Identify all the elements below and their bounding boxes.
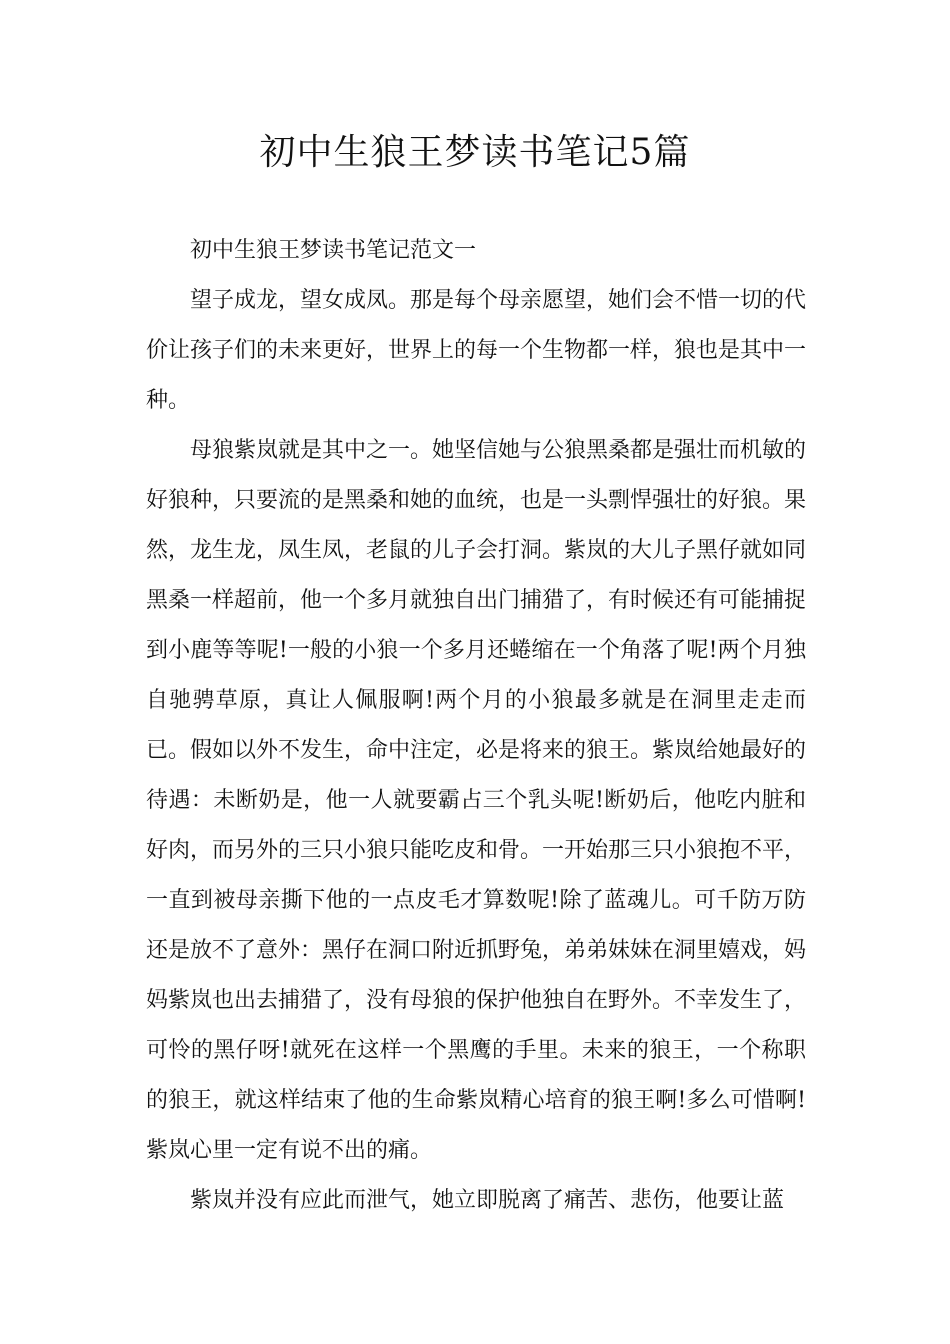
document-body (146, 226, 806, 1226)
paragraph-2: 母狼紫岚就是其中之一。她坚信她与公狼黑桑都是强壮而机敏的好狼种，只要流的是黑桑和她的血统，也是一头剽悍强壮的好狼。果然，龙生龙，凤生凤，老鼠的儿子会打洞。紫岚的大儿子黑仔就如同黑桑一样超前，他一个多月就独自出门捕猎了，有时候还有可能捕捉到小鹿等等呢!一般的小狼一个多月还蜷缩在一个角落了呢!两个月独自驰骋草原，真让人佩服啊!两个月的小狼最多就是在洞里走走而已。假如以外不发生，命中注定，必是将来的狼王。紫岚给她最好的待遇：未断奶是，他一人就要霸占三个乳头呢!断奶后，他吃内脏和好肉，而另外的三只小狼只能吃皮和骨。一开始那三只小狼抱不平，一直到被母亲撕下他的一点皮毛才算数呢!除了蓝魂儿。可千防万防还是放不了意外：黑仔在洞口附近抓野兔，弟弟妹妹在洞里嬉戏，妈妈紫岚也出去捕猎了，没有母狼的保护他独自在野外。不幸发生了，可怜的黑仔呀!就死在这样一个黑鹰的手里。未来的狼王，一个称职的狼王，就这样结束了他的生命紫岚精心培育的狼王啊!多么可惜啊!紫岚心里一定有说不出的痛。 (146, 438, 807, 1163)
paragraph-1: 望子成龙，望女成凤。那是每个母亲愿望，她们会不惜一切的代价让孩子们的未来更好，世界上的每一个生物都一样，狼也是其中一种。 (146, 288, 807, 413)
document-title: 初中生狼王梦读书笔记5篇 (259, 132, 691, 173)
section-heading: 初中生狼王梦读书笔记范文一 (190, 238, 477, 263)
paragraph-3: 紫岚并没有应此而泄气，她立即脱离了痛苦、悲伤，他要让蓝 (190, 1188, 785, 1213)
